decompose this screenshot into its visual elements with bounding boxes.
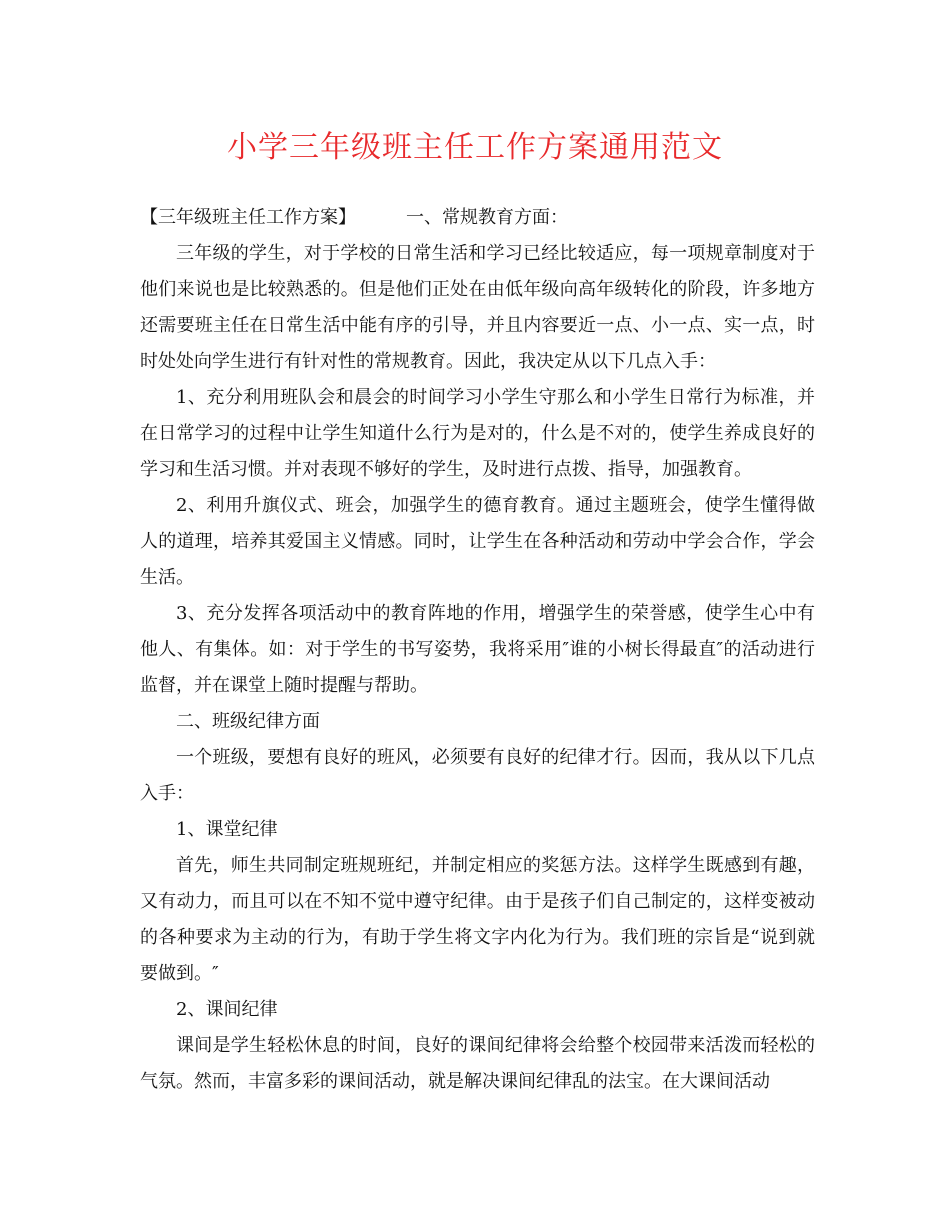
paragraph: 3、充分发挥各项活动中的教育阵地的作用，增强学生的荣誉感，使学生心中有他人、有集体。如：对于学生的书写姿势，我将采用″谁的小树长得最直″的活动进行监督，并在课堂上随时提醒与帮助。 (140, 603, 815, 696)
paragraph: 1、充分利用班队会和晨会的时间学习小学生守那么和小学生日常行为标准，并在日常学习的过程中让学生知道什么行为是对的，什么是不对的，使学生养成良好的学习和生活习惯。并对表现不够好的学生，及时进行点拨、指导，加强教育。 (140, 387, 815, 480)
intro-section-heading: 一、常规教育方面： (406, 207, 568, 228)
intro-heading: 【三年级班主任工作方案】 (140, 207, 356, 228)
paragraph: 一个班级，要想有良好的班风，必须要有良好的纪律才行。因而，我从以下几点入手： (140, 747, 815, 804)
document-title: 小学三年级班主任工作方案通用范文 (227, 130, 723, 165)
paragraph: 2、利用升旗仪式、班会，加强学生的德育教育。通过主题班会，使学生懂得做人的道理，培养其爱国主义情感。同时，让学生在各种活动和劳动中学会合作，学会生活。 (140, 495, 815, 588)
paragraph: 三年级的学生，对于学校的日常生活和学习已经比较适应，每一项规章制度对于他们来说也是比较熟悉的。但是他们正处在由低年级向高年级转化的阶段，许多地方还需要班主任在日常生活中能有序的引导，并且内容要近一点、小一点、实一点，时时处处向学生进行有针对性的常规教育。因此，我决定从以下几点入手： (140, 243, 815, 372)
document-body (140, 200, 815, 1100)
intro-line (140, 200, 815, 236)
section-heading: 二、班级纪律方面 (176, 711, 320, 732)
subsection-heading: 1、课堂纪律 (176, 819, 278, 840)
paragraph: 课间是学生轻松休息的时间，良好的课间纪律将会给整个校园带来活泼而轻松的气氛。然而，丰富多彩的课间活动，就是解决课间纪律乱的法宝。在大课间活动 (140, 1035, 815, 1092)
subsection-heading: 2、课间纪律 (176, 999, 278, 1020)
paragraph: 首先，师生共同制定班规班纪，并制定相应的奖惩方法。这样学生既感到有趣，又有动力，而且可以在不知不觉中遵守纪律。由于是孩子们自己制定的，这样变被动的各种要求为主动的行为，有助于学生将文字内化为行为。我们班的宗旨是“说到就要做到。″ (140, 855, 815, 984)
